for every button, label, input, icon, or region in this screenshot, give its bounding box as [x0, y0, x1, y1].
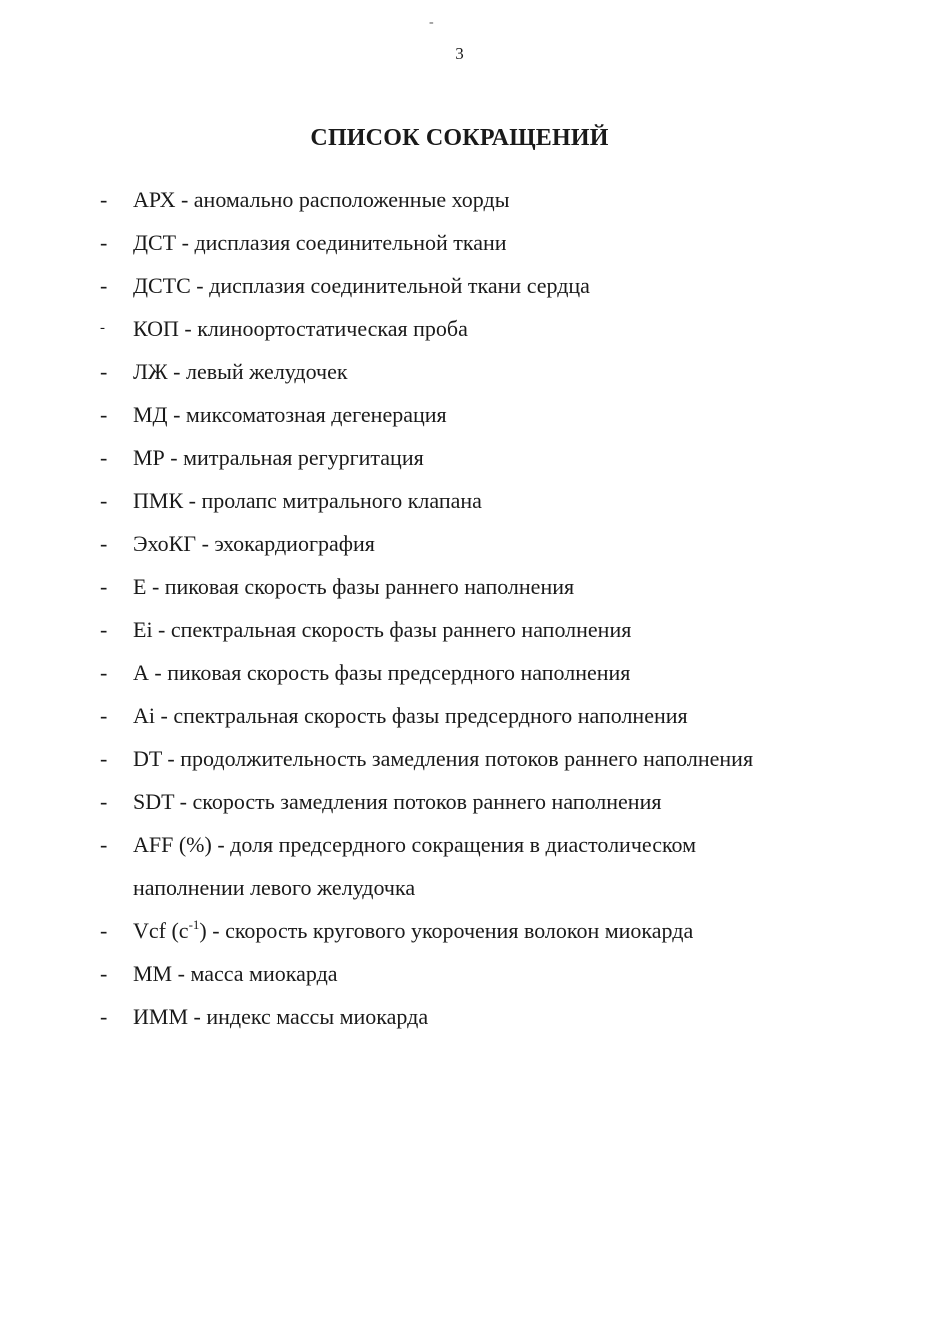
list-item [0, 823, 929, 909]
abbreviation-text: ДСТ - дисплазия соединительной ткани [133, 230, 507, 255]
abbreviation-text: КОП - клиноортостатическая проба [133, 316, 468, 341]
list-dash: - [100, 617, 108, 642]
list-dash: - [100, 445, 108, 470]
abbreviation-list [0, 178, 929, 1038]
abbreviation-text: ЭхоКГ - эхокардиография [133, 531, 375, 556]
page-number: 3 [455, 44, 464, 63]
abbreviation-text: ПМК - пролапс митрального клапана [133, 488, 482, 513]
top-dash-mark: - [429, 15, 434, 30]
abbreviation-text-line-2: наполнении левого желудочка [133, 875, 416, 900]
list-dash: - [100, 1004, 108, 1029]
list-item [0, 178, 929, 221]
list-item [0, 995, 929, 1038]
superscript-exponent: -1 [188, 917, 200, 932]
page-title: СПИСОК СОКРАЩЕНИЙ [310, 125, 609, 151]
list-dash: - [100, 789, 108, 814]
list-dash: - [100, 531, 108, 556]
list-item [0, 608, 929, 651]
list-dash: - [100, 918, 108, 943]
abbreviation-text: Ei - спектральная скорость фазы раннего наполнения [133, 617, 632, 642]
abbreviation-text-end: ) - скорость кругового укорочения волокон миокарда [199, 918, 694, 943]
list-item [0, 909, 929, 952]
list-dash: - [100, 359, 108, 384]
abbreviation-text: ИММ - индекс массы миокарда [133, 1004, 429, 1029]
list-dash: - [100, 961, 108, 986]
list-dash: - [100, 230, 108, 255]
list-item [0, 522, 929, 565]
abbreviation-text: SDT - скорость замедления потоков раннего наполнения [133, 789, 662, 814]
list-item [0, 393, 929, 436]
abbreviation-text: АРХ - аномально расположенные хорды [133, 187, 510, 212]
abbreviation-text: А - пиковая скорость фазы предсердного наполнения [133, 660, 631, 685]
list-item [0, 737, 929, 780]
list-dash: - [100, 402, 108, 427]
abbreviation-text: МР - митральная регургитация [133, 445, 424, 470]
abbreviation-text: ЛЖ - левый желудочек [133, 359, 348, 384]
list-dash: - [100, 832, 108, 857]
list-item [0, 350, 929, 393]
abbreviation-text: Ai - спектральная скорость фазы предсердного наполнения [133, 703, 688, 728]
list-dash: - [100, 574, 108, 599]
list-item [0, 264, 929, 307]
abbreviation-text-start: Vcf (c [133, 918, 189, 943]
list-item [0, 780, 929, 823]
abbreviation-text [133, 909, 929, 952]
abbreviation-text: ММ - масса миокарда [133, 961, 338, 986]
list-item [0, 694, 929, 737]
list-item [0, 479, 929, 522]
list-dash: - [100, 320, 105, 336]
list-item [0, 651, 929, 694]
list-item [0, 952, 929, 995]
list-dash: - [100, 187, 108, 212]
list-item [0, 307, 929, 350]
list-dash: - [100, 273, 108, 298]
abbreviation-text: ДСТС - дисплазия соединительной ткани сердца [133, 273, 590, 298]
list-item [0, 221, 929, 264]
list-dash: - [100, 488, 108, 513]
list-dash: - [100, 746, 108, 771]
abbreviation-text: Е - пиковая скорость фазы раннего наполнения [133, 574, 575, 599]
list-item [0, 565, 929, 608]
abbreviation-text: DT - продолжительность замедления потоков раннего наполнения [133, 746, 754, 771]
list-dash: - [100, 703, 108, 728]
list-dash: - [100, 660, 108, 685]
abbreviation-text: МД - миксоматозная дегенерация [133, 402, 447, 427]
abbreviation-text-line-1: AFF (%) - доля предсердного сокращения в диастолическом [133, 832, 697, 857]
list-item [0, 436, 929, 479]
abbreviation-text [133, 823, 929, 909]
